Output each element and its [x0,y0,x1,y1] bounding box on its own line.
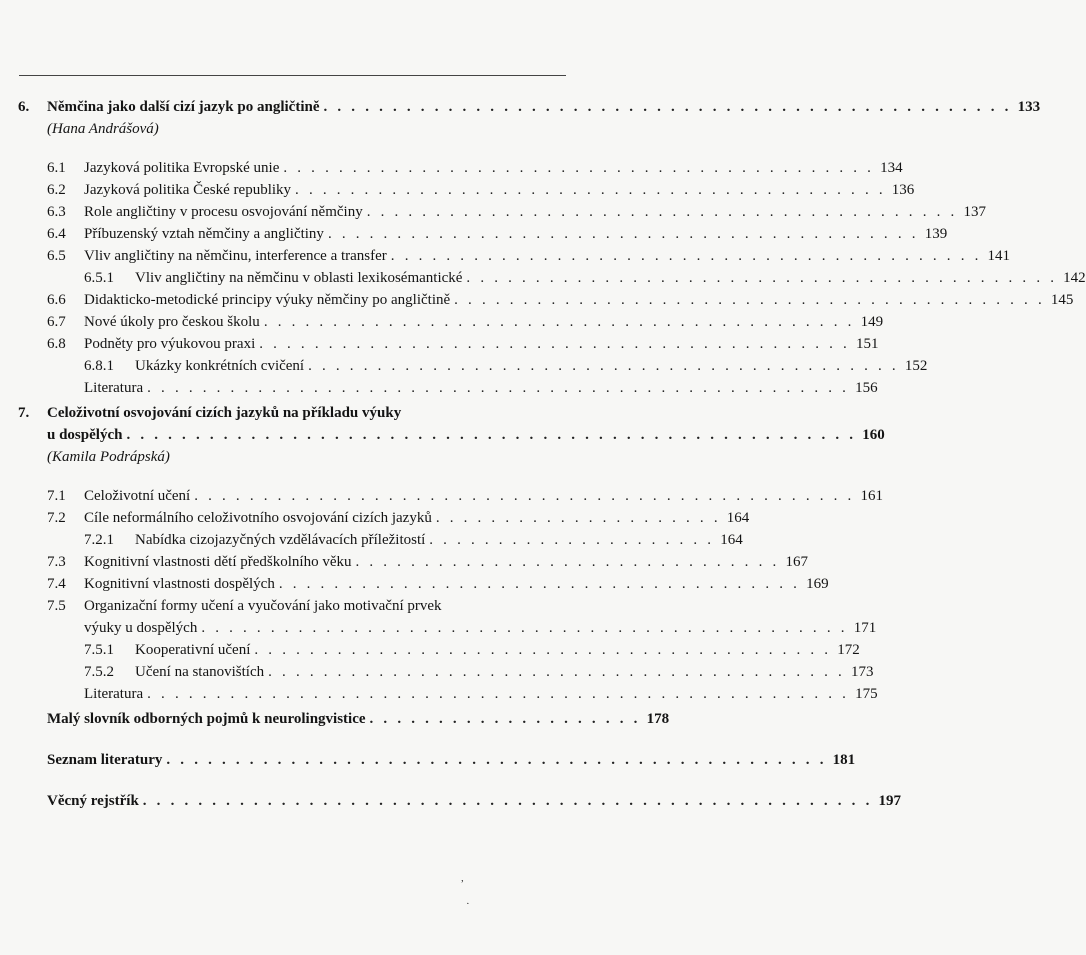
page-number: 139 [924,226,948,242]
entry-title: Kognitivní vlastnosti dospělých [84,576,275,592]
toc-entry [0,157,903,179]
appendix-bibliography [0,749,856,771]
dot-leader: . . . . . . . . . . . . . . . . . . . . . [435,510,721,526]
page-number: 169 [806,576,829,592]
toc-entry [0,289,1074,311]
entry-title: Literatura [84,380,144,396]
entry-title: Vliv angličtiny na němčinu, interference a transfer [84,248,387,264]
toc-subentry [0,267,1086,289]
chapter-number: 6. [18,99,30,115]
toc-entry [0,573,829,595]
toc-entry-literature [0,683,878,705]
dot-leader: . . . . . . . . . . . . . . . . . . . . . . . . . . . . . . . . . . . . . . . . . . . [259,336,850,352]
header-rule [19,75,566,76]
entry-number: 7.5.2 [84,664,114,680]
toc-entry [0,485,883,507]
chapter-7-heading-cont [0,424,885,446]
dot-leader: . . . . . . . . . . . . . . . . . . . . . . . . . . . . . . . . . . . . . . . . . . . [295,182,886,198]
page-number: 175 [855,686,878,702]
page-number: 142 [1063,270,1086,286]
dot-leader: . . . . . . . . . . . . . . . . . . . . . . . . . . . . . . . . . . . . . . . . . . . [454,292,1045,308]
dot-leader: . . . . . . . . . . . . . . . . . . . . . [429,532,715,548]
entry-number: 6.5 [47,248,66,264]
entry-title: Nové úkoly pro českou školu [84,314,260,330]
entry-number: 7.5 [47,598,66,614]
entry-title: Učení na stanovištích [135,664,265,680]
dot-leader: . . . . . . . . . . . . . . . . . . . . . . . . . . . . . . . . . . . . . . . . . . . [283,160,875,176]
chapter-number: 7. [18,405,30,421]
toc-subentry [0,661,874,683]
page-number: 181 [832,752,856,768]
entry-number: 6.1 [47,160,66,176]
entry-number: 6.7 [47,314,66,330]
chapter-title-line2: u dospělých [47,427,123,443]
toc-entry [0,507,750,529]
toc-entry [0,223,948,245]
page-number: 178 [646,711,670,727]
entry-number: 7.3 [47,554,66,570]
chapter-6-heading [0,96,1041,118]
dot-leader: . . . . . . . . . . . . . . . . . . . . . . . . . . . . . . . . . . . . . . . . . . . [263,314,855,330]
dot-leader: . . . . . . . . . . . . . . . . . . . . . . . . . . . . . . . . . . . . . . . . . . . . . . . . [194,488,855,504]
chapter-author: (Hana Andrášová) [47,121,159,137]
entry-title: Ukázky konkrétních cvičení [135,358,305,374]
dot-leader: . . . . . . . . . . . . . . . . . . . . . . . . . . . . . . . . . . . . . . . . . . . [308,358,899,374]
page-number: 161 [860,488,883,504]
toc-entry [0,551,808,573]
toc-entry [0,333,879,355]
page-number: 133 [1017,99,1041,115]
dot-leader: . . . . . . . . . . . . . . . . . . . . . . . . . . . . . . . . . . . . . . . . . . . [366,204,958,220]
entry-number: 6.8.1 [84,358,114,374]
page-number: 141 [987,248,1011,264]
page-number: 167 [785,554,808,570]
dot-leader: . . . . . . . . . . . . . . . . . . . . . . . . . . . . . . . . . . . . . . . . . . . . . . . . [166,752,827,768]
page-number: 151 [855,336,879,352]
chapter-title-line1: Celoživotní osvojování cizích jazyků na příkladu výuky [47,405,402,421]
dot-leader: . . . . . . . . . . . . . . . . . . . . . . . . . . . . . . . . . . . . . . [278,576,801,592]
entry-number: 6.2 [47,182,66,198]
appendix-title: Seznam literatury [47,752,163,768]
page-number: 137 [963,204,986,220]
page-number: 149 [860,314,884,330]
dot-leader: . . . . . . . . . . . . . . . . . . . . . . . . . . . . . . . . . . . . . . . . . . . . . . . . . . . . . [126,427,857,443]
page-number: 173 [851,664,874,680]
dot-leader: . . . . . . . . . . . . . . . . . . . . [369,711,641,727]
entry-number: 7.2.1 [84,532,114,548]
entry-title: Role angličtiny v procesu osvojování němčiny [84,204,363,220]
dot-leader: . . . . . . . . . . . . . . . . . . . . . . . . . . . . . . . . . . . . . . . . . . [268,664,845,680]
toc-subentry [0,355,928,377]
entry-title: Podněty pro výukovou praxi [84,336,256,352]
page-number: 164 [720,532,743,548]
entry-title: Celoživotní učení [84,488,191,504]
entry-title-line1: Organizační formy učení a vyučování jako motivační prvek [84,598,442,614]
appendix-title: Malý slovník odborných pojmů k neurolingvistice [47,711,366,727]
entry-number: 7.5.1 [84,642,114,658]
entry-number: 7.2 [47,510,66,526]
page-number: 136 [891,182,915,198]
page-number: 145 [1050,292,1074,308]
entry-title: Kooperativní učení [135,642,251,658]
toc-entry-cont [0,617,877,639]
toc-entry [0,245,1011,267]
print-speck: · [466,898,470,910]
appendix-index [0,790,902,812]
toc-entry [0,201,986,223]
entry-number: 6.3 [47,204,66,220]
dot-leader: . . . . . . . . . . . . . . . . . . . . . . . . . . . . . . . [355,554,780,570]
entry-number: 6.8 [47,336,66,352]
toc-entry-literature [0,377,878,399]
entry-number: 7.4 [47,576,66,592]
dot-leader: . . . . . . . . . . . . . . . . . . . . . . . . . . . . . . . . . . . . . . . . . . . . . . . . . . . . . [142,793,873,809]
entry-title: Jazyková politika České republiky [84,182,292,198]
entry-number: 6.5.1 [84,270,114,286]
toc-entry [0,311,884,333]
page-number: 171 [853,620,877,636]
page-number: 172 [837,642,860,658]
page-number: 197 [878,793,902,809]
toc-entry [0,179,915,201]
dot-leader: . . . . . . . . . . . . . . . . . . . . . . . . . . . . . . . . . . . . . . . . . . . . . . . . . . [323,99,1012,115]
toc-entry [0,595,600,617]
appendix-glossary [0,708,670,730]
chapter-7-heading [0,402,600,424]
entry-title: Literatura [84,686,144,702]
entry-title: Kognitivní vlastnosti dětí předškolního věku [84,554,352,570]
entry-title: Vliv angličtiny na němčinu v oblasti lexikosémantické [135,270,463,286]
entry-title-line2: výuky u dospělých [84,620,198,636]
chapter-title: Němčina jako další cizí jazyk po angličtině [47,99,320,115]
page-number: 164 [726,510,750,526]
entry-number: 6.4 [47,226,66,242]
page-number: 156 [855,380,878,396]
toc-subentry [0,529,743,551]
dot-leader: . . . . . . . . . . . . . . . . . . . . . . . . . . . . . . . . . . . . . . . . . . . [327,226,919,242]
page-number: 152 [904,358,928,374]
dot-leader: . . . . . . . . . . . . . . . . . . . . . . . . . . . . . . . . . . . . . . . . . . . . . . . . . . . [147,686,850,702]
print-speck: , [461,872,464,884]
dot-leader: . . . . . . . . . . . . . . . . . . . . . . . . . . . . . . . . . . . . . . . . . . . . . . . [201,620,848,636]
chapter-author: (Kamila Podrápská) [47,449,170,465]
dot-leader: . . . . . . . . . . . . . . . . . . . . . . . . . . . . . . . . . . . . . . . . . . . [390,248,982,264]
entry-number: 6.6 [47,292,66,308]
appendix-title: Věcný rejstřík [47,793,139,809]
dot-leader: . . . . . . . . . . . . . . . . . . . . . . . . . . . . . . . . . . . . . . . . . . . [466,270,1058,286]
entry-title: Cíle neformálního celoživotního osvojování cizích jazyků [84,510,432,526]
page-number: 160 [862,427,885,443]
entry-title: Nabídka cizojazyčných vzdělávacích příležitostí [135,532,426,548]
entry-title: Příbuzenský vztah němčiny a angličtiny [84,226,324,242]
toc-subentry [0,639,860,661]
dot-leader: . . . . . . . . . . . . . . . . . . . . . . . . . . . . . . . . . . . . . . . . . . . . . . . . . . . [147,380,850,396]
dot-leader: . . . . . . . . . . . . . . . . . . . . . . . . . . . . . . . . . . . . . . . . . . [254,642,832,658]
entry-number: 7.1 [47,488,66,504]
entry-title: Didakticko-metodické principy výuky němčiny po angličtině [84,292,451,308]
entry-title: Jazyková politika Evropské unie [84,160,280,176]
page-number: 134 [880,160,903,176]
